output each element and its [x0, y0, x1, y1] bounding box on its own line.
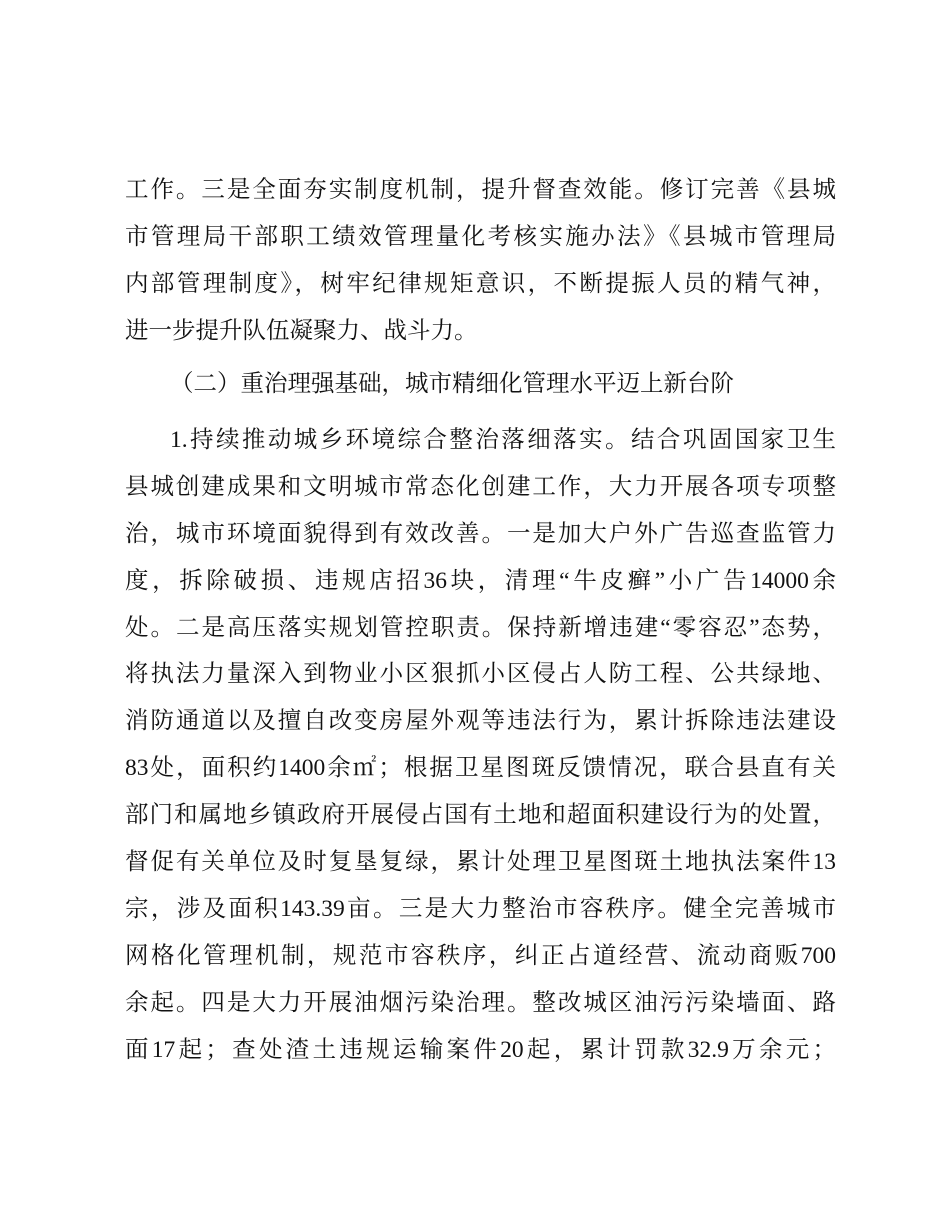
paragraph-line: 度，拆除破损、违规店招36块，清理“牛皮癣”小广告14000余	[125, 568, 836, 594]
paragraph-line: 县城创建成果和文明城市常态化创建工作，大力开展各项专项整	[125, 474, 836, 500]
paragraph-line: 处。二是高压落实规划管控职责。保持新增违建“零容忍”态势，	[125, 615, 836, 641]
paragraph-line: 进一步提升队伍凝聚力、战斗力。	[125, 318, 478, 344]
paragraph-line: 83处，面积约1400余㎡；根据卫星图斑反馈情况，联合县直有关	[125, 755, 836, 781]
paragraph-line: 部门和属地乡镇政府开展侵占国有土地和超面积建设行为的处置，	[125, 802, 836, 828]
paragraph-line: 市管理局干部职工绩效管理量化考核实施办法》《县城市管理局	[125, 224, 836, 250]
paragraph-line: 1.持续推动城乡环境综合整治落细落实。结合巩固国家卫生	[170, 427, 836, 453]
paragraph-line: 余起。四是大力开展油烟污染治理。整改城区油污污染墙面、路	[125, 990, 836, 1016]
paragraph-line: 工作。三是全面夯实制度机制，提升督查效能。修订完善《县城	[125, 177, 836, 203]
paragraph-line: 督促有关单位及时复垦复绿，累计处理卫星图斑土地执法案件13	[125, 849, 836, 875]
paragraph-line: 消防通道以及擅自改变房屋外观等违法行为，累计拆除违法建设	[125, 708, 836, 734]
paragraph-line: 治，城市环境面貌得到有效改善。一是加大户外广告巡查监管力	[125, 521, 836, 547]
paragraph-line: 网格化管理机制，规范市容秩序，纠正占道经营、流动商贩700	[125, 943, 836, 969]
section-heading: （二）重治理强基础，城市精细化管理水平迈上新台阶	[170, 371, 734, 397]
paragraph-line: 内部管理制度》，树牢纪律规矩意识，不断提振人员的精气神，	[125, 271, 836, 297]
paragraph-line: 将执法力量深入到物业小区狠抓小区侵占人防工程、公共绿地、	[125, 661, 836, 687]
paragraph-line: 宗，涉及面积143.39亩。三是大力整治市容秩序。健全完善城市	[125, 896, 836, 922]
paragraph-line: 面17起；查处渣土违规运输案件20起，累计罚款32.9万余元；	[125, 1037, 836, 1063]
